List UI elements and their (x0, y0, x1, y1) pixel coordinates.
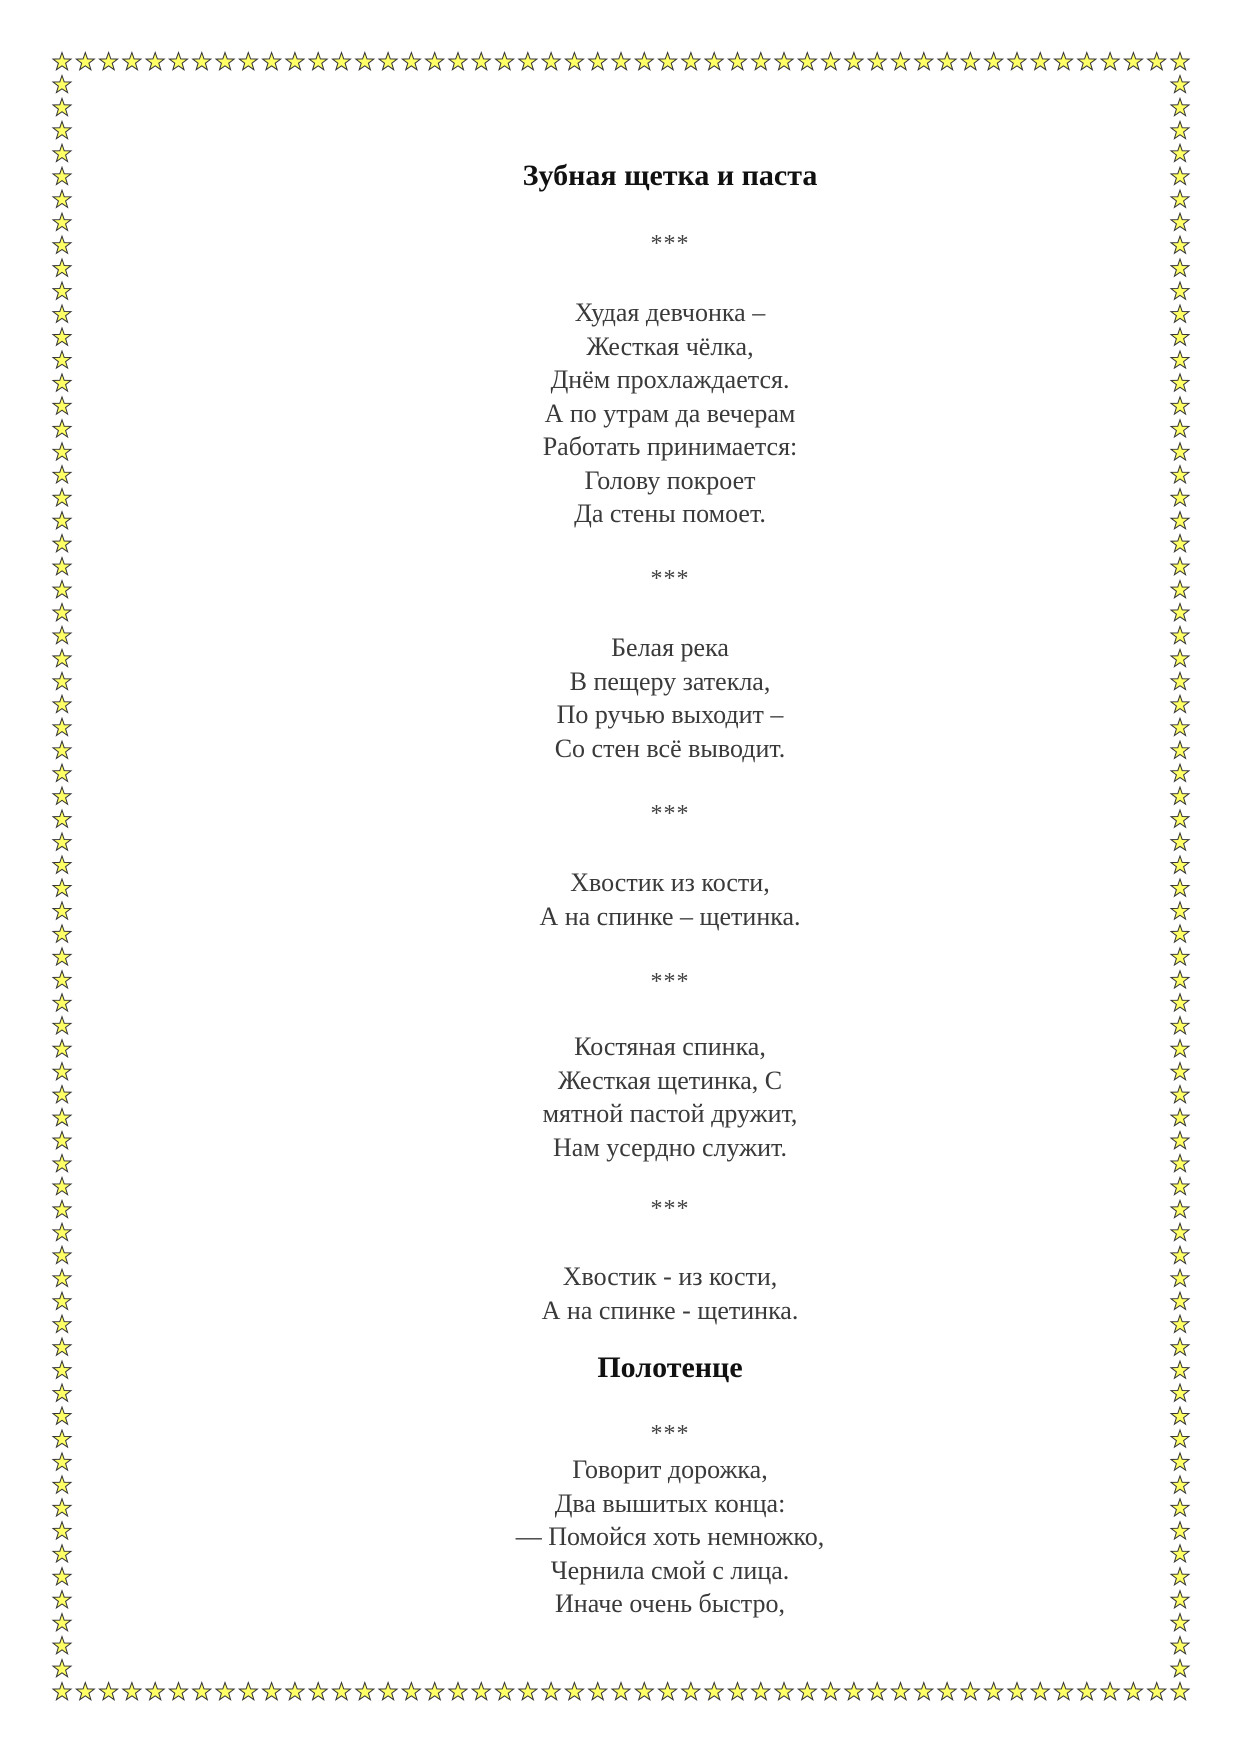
riddle-line: — Помойся хоть немножко, (515, 1522, 825, 1551)
star-icon (53, 259, 71, 276)
star-icon (53, 305, 71, 322)
riddle-line: Голову покроет (584, 465, 756, 495)
star-icon (100, 53, 118, 70)
star-icon (53, 1269, 71, 1286)
riddle-stanza (120, 296, 1220, 531)
riddle-line: Хвостик из кости, (570, 868, 770, 897)
star-icon (53, 98, 71, 115)
star-icon (53, 1132, 71, 1149)
riddle-line: Со стен всё выводит. (554, 733, 786, 763)
star-icon (53, 397, 71, 414)
star-icon (53, 856, 71, 873)
star-icon (53, 1223, 71, 1240)
star-icon (53, 1361, 71, 1378)
section-title-toothbrush: Зубная щетка и паста (522, 159, 818, 192)
star-icon (53, 512, 71, 529)
riddle-line: А на спинке – щетинка. (539, 901, 801, 931)
star-icon (53, 1660, 71, 1677)
star-icon (53, 787, 71, 804)
riddle-line: Иначе очень быстро, (555, 1589, 785, 1618)
star-icon (53, 948, 71, 965)
riddle-line: Говорит дорожка, (572, 1455, 768, 1484)
star-icon (53, 1292, 71, 1309)
star-icon (53, 695, 71, 712)
star-icon (53, 1040, 71, 1057)
star-icon (53, 76, 71, 93)
star-icon (53, 558, 71, 575)
star-icon (53, 1246, 71, 1263)
star-icon (76, 1683, 94, 1700)
star-icon (53, 879, 71, 896)
star-icon (53, 994, 71, 1011)
star-icon (53, 167, 71, 184)
star-icon (53, 443, 71, 460)
star-icon (53, 144, 71, 161)
riddle-line: По ручью выходит – (556, 700, 784, 729)
riddle-line: Жесткая щетинка, С (557, 1065, 783, 1095)
star-icon (53, 1338, 71, 1355)
riddle-line: Нам усердно служит. (553, 1132, 787, 1162)
star-icon (53, 672, 71, 689)
riddle-stanza (120, 1453, 1220, 1621)
riddle-stanza (120, 1030, 1220, 1164)
star-icon (53, 190, 71, 207)
riddle-separator: *** (650, 566, 690, 592)
star-icon (53, 604, 71, 621)
star-icon (53, 1177, 71, 1194)
riddle-separator: *** (650, 231, 690, 257)
star-icon (53, 1430, 71, 1447)
riddle-separator: *** (650, 1196, 690, 1222)
star-icon (53, 1683, 71, 1700)
star-icon (53, 741, 71, 758)
star-icon (53, 1109, 71, 1126)
star-icon (53, 1017, 71, 1034)
riddle-line: Да стены помоет. (574, 499, 766, 528)
document-body (120, 0, 1220, 1754)
star-icon (53, 1315, 71, 1332)
section-title-towel: Полотенце (597, 1351, 743, 1384)
star-icon (53, 1407, 71, 1424)
star-icon (53, 718, 71, 735)
star-icon (53, 466, 71, 483)
star-icon (53, 925, 71, 942)
star-icon (53, 1545, 71, 1562)
star-icon (53, 328, 71, 345)
star-icon (53, 351, 71, 368)
riddle-line: А на спинке - щетинка. (541, 1295, 799, 1325)
riddle-separator: *** (650, 1421, 690, 1447)
riddle-line: Жесткая чёлка, (586, 331, 754, 361)
star-icon (53, 764, 71, 781)
star-icon (53, 1476, 71, 1493)
riddle-line: Работать принимается: (542, 432, 798, 461)
star-icon (53, 1591, 71, 1608)
star-icon (53, 1568, 71, 1585)
riddle-line: мятной пастой дружит, (542, 1099, 798, 1128)
riddle-stanza (120, 631, 1220, 765)
star-icon (53, 833, 71, 850)
star-icon (53, 1063, 71, 1080)
star-icon (53, 810, 71, 827)
riddle-separator: *** (650, 969, 690, 995)
riddle-separator: *** (650, 801, 690, 827)
riddle-line: Худая девчонка – (574, 298, 766, 327)
star-icon (53, 1453, 71, 1470)
riddle-stanza (120, 1260, 1220, 1327)
star-icon (53, 1614, 71, 1631)
star-icon (53, 581, 71, 598)
star-icon (53, 535, 71, 552)
riddle-line: Чернила смой с лица. (550, 1555, 790, 1585)
star-icon (53, 53, 71, 70)
riddle-line: Два вышитых конца: (554, 1488, 786, 1518)
star-icon (53, 213, 71, 230)
riddle-line: В пещеру затекла, (569, 666, 771, 696)
riddle-line: А по утрам да вечерам (544, 398, 796, 428)
star-icon (76, 53, 94, 70)
star-icon (53, 1499, 71, 1516)
star-icon (53, 374, 71, 391)
star-icon (53, 1086, 71, 1103)
star-icon (53, 626, 71, 643)
star-icon (53, 971, 71, 988)
star-icon (53, 282, 71, 299)
riddle-stanza (120, 866, 1220, 933)
star-icon (53, 489, 71, 506)
star-icon (53, 902, 71, 919)
star-icon (53, 420, 71, 437)
star-icon (53, 1637, 71, 1654)
star-icon (53, 1384, 71, 1401)
star-icon (53, 1522, 71, 1539)
riddle-line: Белая река (611, 633, 729, 662)
riddle-line: Костяная спинка, (574, 1032, 766, 1061)
star-icon (53, 236, 71, 253)
riddle-line: Днём прохлаждается. (550, 365, 790, 394)
star-icon (100, 1683, 118, 1700)
riddle-line: Хвостик - из кости, (562, 1262, 778, 1291)
star-icon (53, 1200, 71, 1217)
star-icon (53, 1155, 71, 1172)
star-icon (53, 121, 71, 138)
star-icon (53, 649, 71, 666)
